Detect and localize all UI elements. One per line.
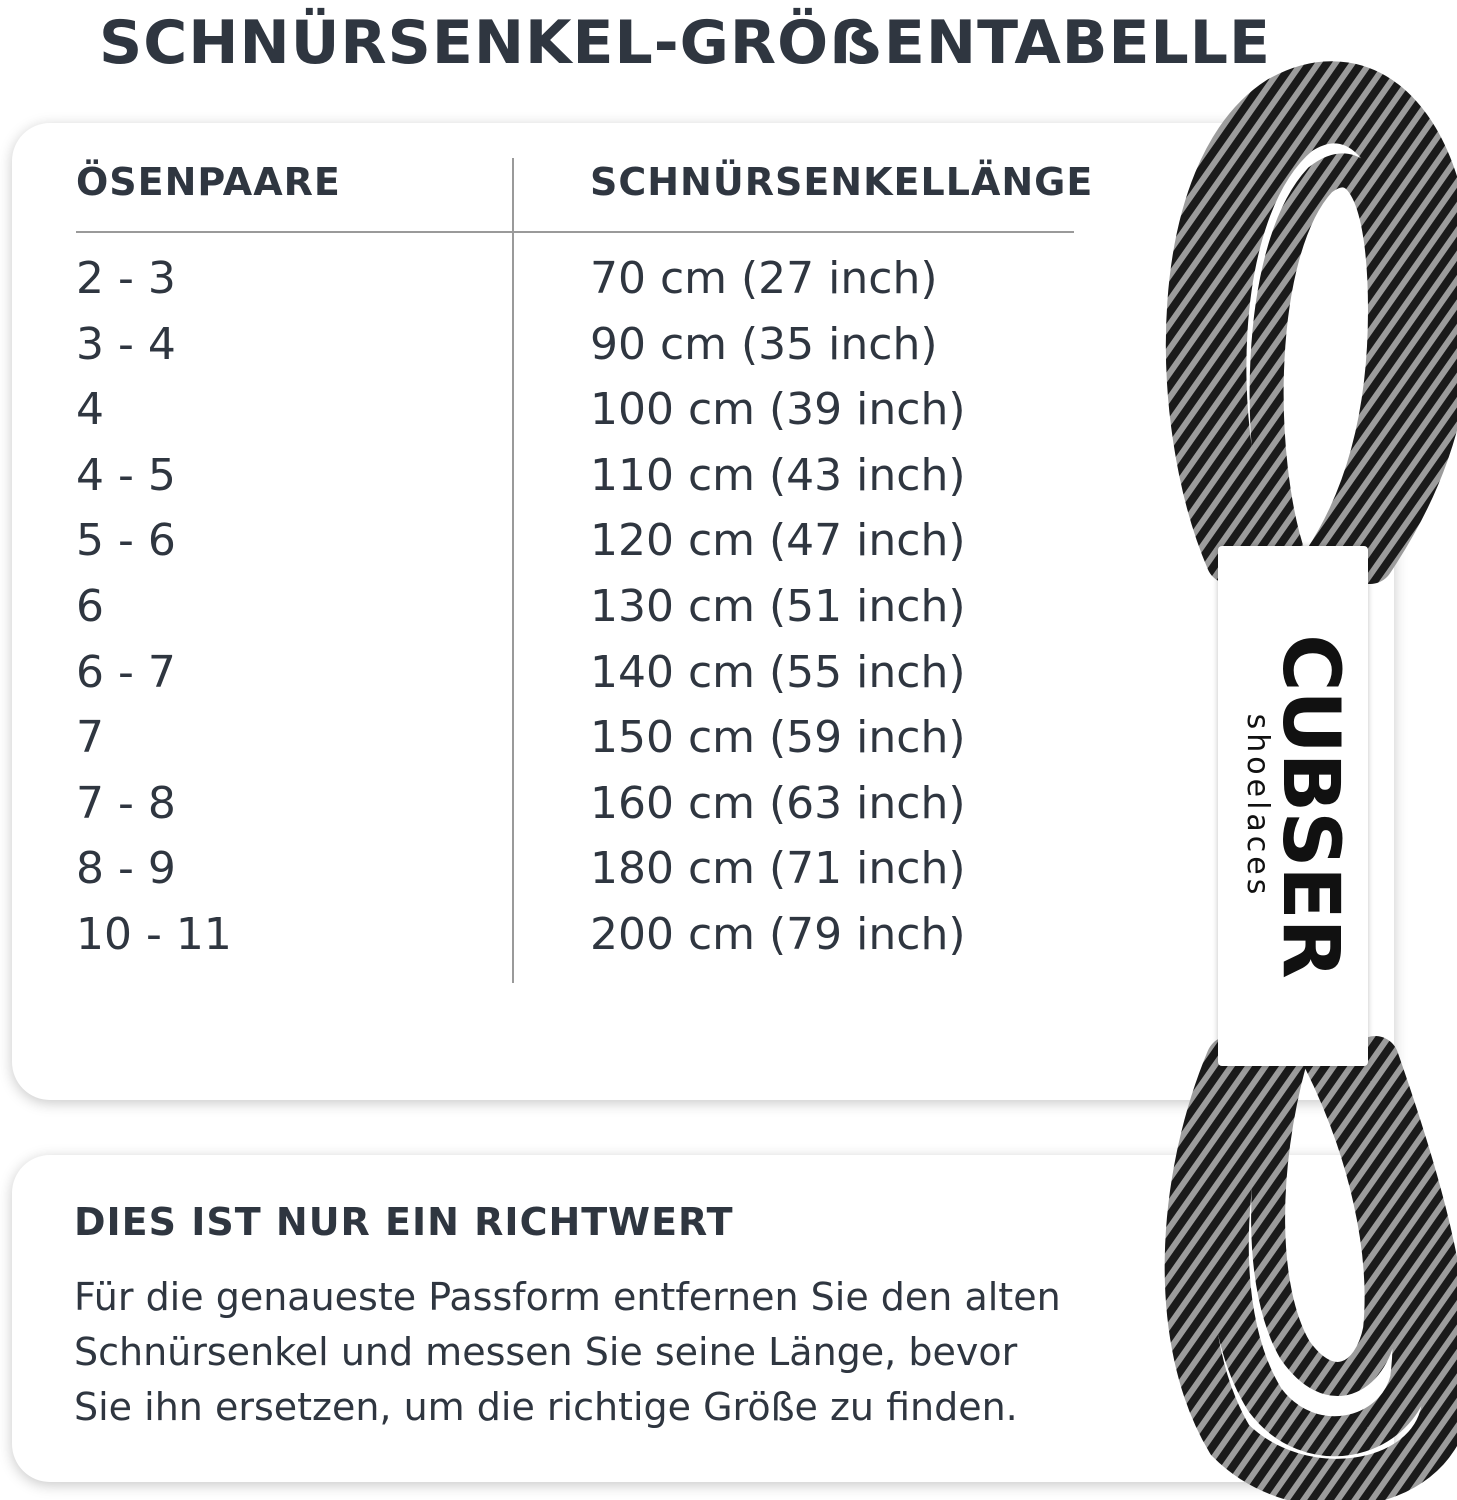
table-row: [76, 377, 1076, 443]
table-row: [76, 902, 1076, 968]
lace-length-cell: 70 cm (27 inch): [590, 253, 938, 304]
eyelet-pairs-cell: 8 - 9: [76, 843, 176, 895]
lace-length-cell: 180 cm (71 inch): [590, 843, 966, 895]
lace-length-cell: 120 cm (47 inch): [590, 515, 966, 567]
eyelet-pairs-cell: 6: [76, 580, 104, 632]
lace-length-cell: 200 cm (79 inch): [590, 908, 966, 960]
lace-length-cell: 140 cm (55 inch): [590, 646, 966, 698]
brand-name: CUBSER: [1265, 634, 1355, 978]
eyelet-pairs-cell: 7 - 8: [76, 777, 176, 829]
header-divider: [76, 231, 1074, 233]
table-row: [76, 771, 1076, 837]
lace-length-cell: 110 cm (43 inch): [590, 449, 966, 501]
size-table-rows: [76, 246, 1076, 968]
table-row: [76, 312, 1076, 378]
lace-length-cell: 90 cm (35 inch): [590, 318, 938, 370]
note-text: [74, 1270, 1194, 1435]
eyelet-pairs-cell: 3 - 4: [76, 318, 176, 370]
brand-subtitle: shoelaces: [1240, 713, 1275, 899]
column-header-eyelet-pairs: ÖSENPAARE: [76, 160, 341, 204]
eyelet-pairs-cell: 5 - 6: [76, 515, 176, 567]
table-row: [76, 705, 1076, 771]
eyelet-pairs-cell: 10 - 11: [76, 908, 232, 960]
page-title: SCHNÜRSENKEL-GRÖẞENTABELLE: [99, 8, 1271, 78]
eyelet-pairs-cell: 7: [76, 712, 104, 764]
table-row: [76, 640, 1076, 706]
note-line: Für die genaueste Passform entfernen Sie den alten: [74, 1275, 1061, 1319]
eyelet-pairs-cell: 2 - 3: [76, 253, 176, 304]
note-line: Schnürsenkel und messen Sie seine Länge, bevor: [74, 1330, 1018, 1374]
lace-bottom-loop: [1189, 1060, 1447, 1483]
lace-length-cell: 130 cm (51 inch): [590, 580, 966, 632]
eyelet-pairs-cell: 4 - 5: [76, 449, 176, 501]
lace-top-loop: [1190, 85, 1450, 560]
table-row: [76, 836, 1076, 902]
note-line: Sie ihn ersetzen, um die richtige Größe zu finden.: [74, 1385, 1018, 1429]
eyelet-pairs-cell: 4: [76, 384, 104, 436]
table-row: [76, 246, 1076, 312]
lace-length-cell: 150 cm (59 inch): [590, 712, 966, 764]
column-header-lace-length: SCHNÜRSENKELLÄNGE: [590, 160, 1094, 204]
eyelet-pairs-cell: 6 - 7: [76, 646, 176, 698]
table-row: [76, 443, 1076, 509]
lace-length-cell: 160 cm (63 inch): [590, 777, 966, 829]
table-row: [76, 574, 1076, 640]
note-heading: DIES IST NUR EIN RICHTWERT: [74, 1200, 734, 1244]
lace-length-cell: 100 cm (39 inch): [590, 384, 966, 436]
table-row: [76, 508, 1076, 574]
